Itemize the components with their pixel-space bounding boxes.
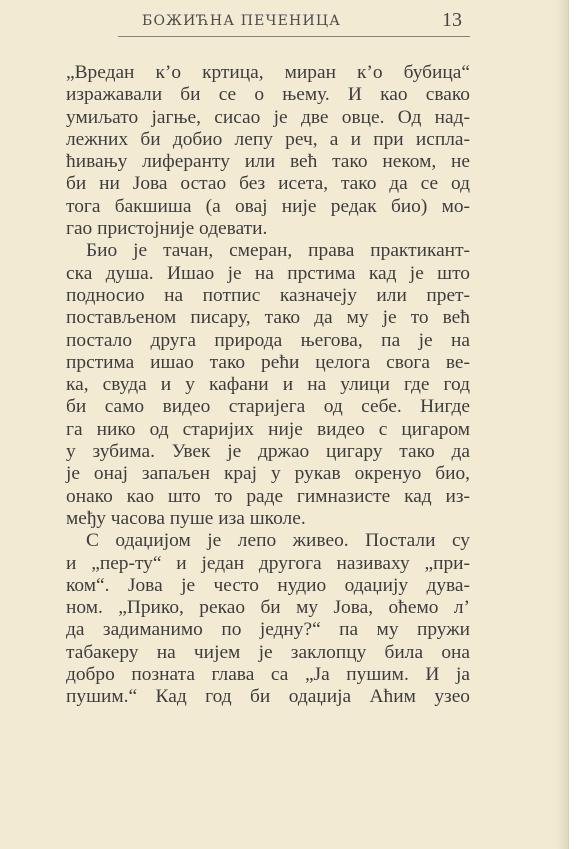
page-number: 13 (442, 9, 462, 31)
header-rule (118, 36, 470, 37)
text-line: постало друга природа његова, па је на (66, 329, 470, 351)
text-line: онако као што то раде гимназисте кад из- (66, 485, 470, 507)
text-line: постављеном писару, тако да му је то већ (66, 307, 470, 329)
text-line: добро позната глава са „Ја пушим. И ја (66, 664, 470, 686)
text-line: лежних би добио лепу реч, а и при испла- (66, 128, 470, 150)
text-line: табакеру на чијем је заклопцу била она (66, 641, 470, 663)
text-line: ком“. Јова је често нудио одаџију дува- (66, 574, 470, 596)
text-line: би ни Јова остао без исета, тако да се од (66, 173, 470, 195)
paragraph (66, 240, 470, 530)
text-line: и „пер-ту“ и један другога називаху „при- (66, 552, 470, 574)
text-line: умиљато јагње, сисао је две овце. Од над- (66, 106, 470, 128)
text-line: ном. „Прико, рекао би му Јова, оћемо л’ (66, 597, 470, 619)
text-line: изражавали би се о њему. И као свако (66, 84, 470, 106)
text-line: „Вредан к’о кртица, миран к’о бубица“ (66, 62, 470, 83)
running-header (112, 9, 464, 35)
text-line: је онај запаљен крај у рукав окренуо био, (66, 463, 470, 485)
text-line: би само видео старијега од себе. Нигде (66, 396, 470, 418)
text-line: га нико од старијих није видео с цигаром (66, 418, 470, 440)
text-line: у зубима. Увек је држао цигару тако да (66, 441, 470, 463)
text-line: ка, свуда и у кафани и на улици где год (66, 374, 470, 396)
text-line: прстима ишао тако рећи целога свога ве- (66, 351, 470, 373)
page-edge-shadow (556, 0, 568, 849)
text-line: С одаџијом је лепо живео. Постали су (86, 530, 470, 552)
running-title: БОЖИЋНА ПЕЧЕНИЦА (142, 13, 342, 29)
text-line: пушим.“ Кад год би одаџија Аћим узео (66, 686, 470, 708)
body-text (66, 62, 470, 709)
text-line: тога бакшиша (а овај није редак био) мо- (66, 195, 470, 217)
text-line: подносио на потпис казначеју или прет- (66, 284, 470, 306)
paragraph (66, 62, 470, 240)
text-line: ћивању лиферанту или већ тако неком, не (66, 151, 470, 173)
text-line: Био је тачан, смеран, права практикант- (86, 240, 470, 262)
paragraph (66, 530, 470, 708)
text-line: међу часова пуше иза школе. (66, 507, 306, 529)
text-line: ска душа. Ишао је на прстима кад је што (66, 262, 470, 284)
text-line: да задиманимо по једну?“ па му пружи (66, 619, 470, 641)
text-line: гао пристојније одевати. (66, 218, 268, 240)
